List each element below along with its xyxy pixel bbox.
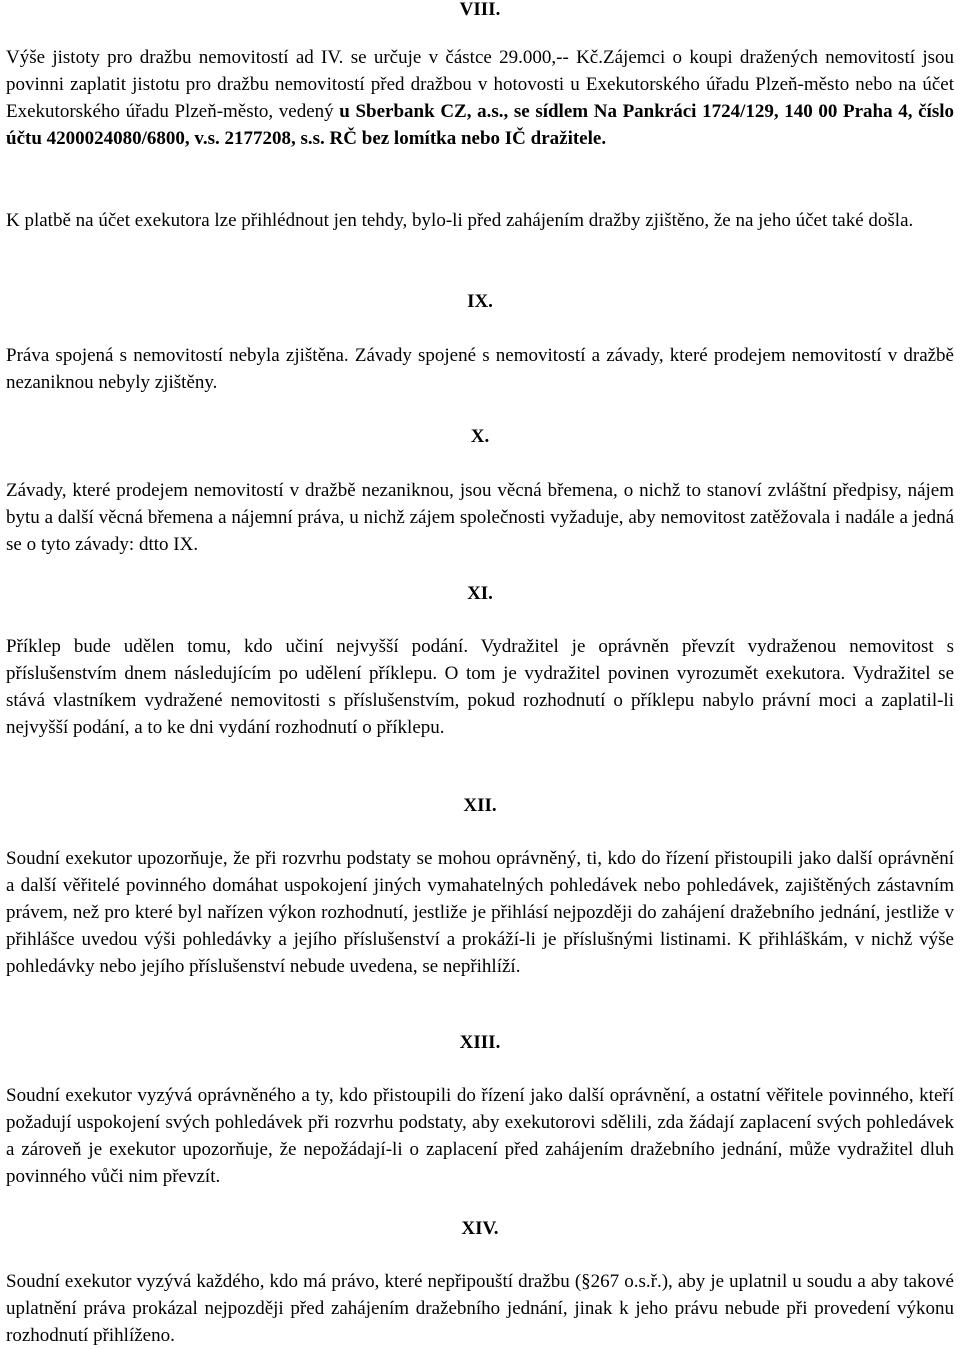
section-heading-xiii: XIII. — [459, 1032, 501, 1053]
section-xii-paragraph-1: Soudní exekutor upozorňuje, že při rozvrhu podstaty se mohou oprávněný, ti, kdo do řízení přistoupili jako další oprávnění a další věřitelé povinného domáhat uspokojení jiných vymahatelných pohledávek nebo pohledávek, zajištěných zástavním právem, než pro které byl nařízen výkon rozhodnutí, jestliže je přihlásí nejpozději do zahájení dražebního jednání, jestliže v přihlášce uvedou výši pohledávky a jejího příslušenství a prokáží-li je příslušnými listinami. K přihláškám, v nichž výše pohledávky nebo jejího příslušenství nebude uvedena, se nepřihlíží. — [6, 848, 954, 977]
section-heading-x: X. — [470, 426, 490, 447]
section-heading-viii: VIII. — [459, 0, 501, 20]
section-ix-paragraph-1: Práva spojená s nemovitostí nebyla zjištěna. Závady spojené s nemovitostí a závady, které prodejem nemovitostí v dražbě nezaniknou nebyly zjištěny. — [6, 345, 954, 393]
section-heading-xi: XI. — [467, 583, 493, 604]
section-viii-paragraph-2: K platbě na účet exekutora lze přihlédnout jen tehdy, bylo-li před zahájením dražby zjištěno, že na jeho účet také došla. — [6, 210, 914, 231]
section-viii-paragraph-1-text: Výše jistoty pro dražbu nemovitostí ad IV. se určuje v částce 29.000,-- Kč.Zájemci o koupi dražených nemovitostí jsou povinni zaplatit jistotu pro dražbu nemovitostí před dražbou v hotovosti u Exekutorského úřadu Plzeň-město nebo na účet Exekutorského úřadu Plzeň-město, vedený — [6, 47, 954, 122]
section-viii-paragraph-1 — [6, 44, 954, 152]
section-heading-ix: IX. — [467, 291, 493, 312]
section-x-paragraph-1: Závady, které prodejem nemovitostí v dražbě nezaniknou, jsou věcná břemena, o nichž to stanoví zvláštní předpisy, nájem bytu a další věcná břemena a nájemní práva, u nichž zájem společnosti vyžaduje, aby nemovitost zatěžovala i nadále a jedná se o tyto závady: dtto IX. — [6, 480, 954, 555]
section-xiii-paragraph-1: Soudní exekutor vyzývá oprávněného a ty, kdo přistoupili do řízení jako další oprávnění, a ostatní věřitele povinného, kteří požadují uspokojení svých pohledávek při rozvrhu podstaty, aby exekutorovi sdělili, zda žádají zaplacení svých pohledávek a zároveň je exekutor upozorňuje, že nepožádají-li o zaplacení před zahájením dražebního jednání, může vydražitel dluh povinného vůči nim převzít. — [6, 1085, 954, 1187]
section-xi-paragraph-1: Příklep bude udělen tomu, kdo učiní nejvyšší podání. Vydražitel je oprávněn převzít vydraženou nemovitost s příslušenstvím dnem následujícím po udělení příklepu. O tom je vydražitel povinen vyrozumět exekutora. Vydražitel se stává vlastníkem vydražené nemovitosti s příslušenstvím, pokud rozhodnutí o příklepu nabylo právní moci a zaplatil-li nejvyšší podání, a to ke dni vydání rozhodnutí o příklepu. — [6, 636, 954, 738]
section-heading-xii: XII. — [463, 795, 497, 816]
section-heading-xiv: XIV. — [461, 1218, 499, 1239]
section-xiv-paragraph-1: Soudní exekutor vyzývá každého, kdo má právo, které nepřipouští dražbu (§267 o.s.ř.), aby je uplatnil u soudu a aby takové uplatnění práva prokázal nejpozději před zahájením dražebního jednání, jinak k jeho právu nebude při provedení výkonu rozhodnutí přihlíženo. — [6, 1271, 954, 1346]
section-viii-bank-details: u Sberbank CZ, a.s., se sídlem Na Pankráci 1724/129, 140 00 Praha 4, číslo účtu 4200024080/6800, v.s. 2177208, s.s. RČ bez lomítka nebo IČ dražitele. — [6, 101, 954, 149]
